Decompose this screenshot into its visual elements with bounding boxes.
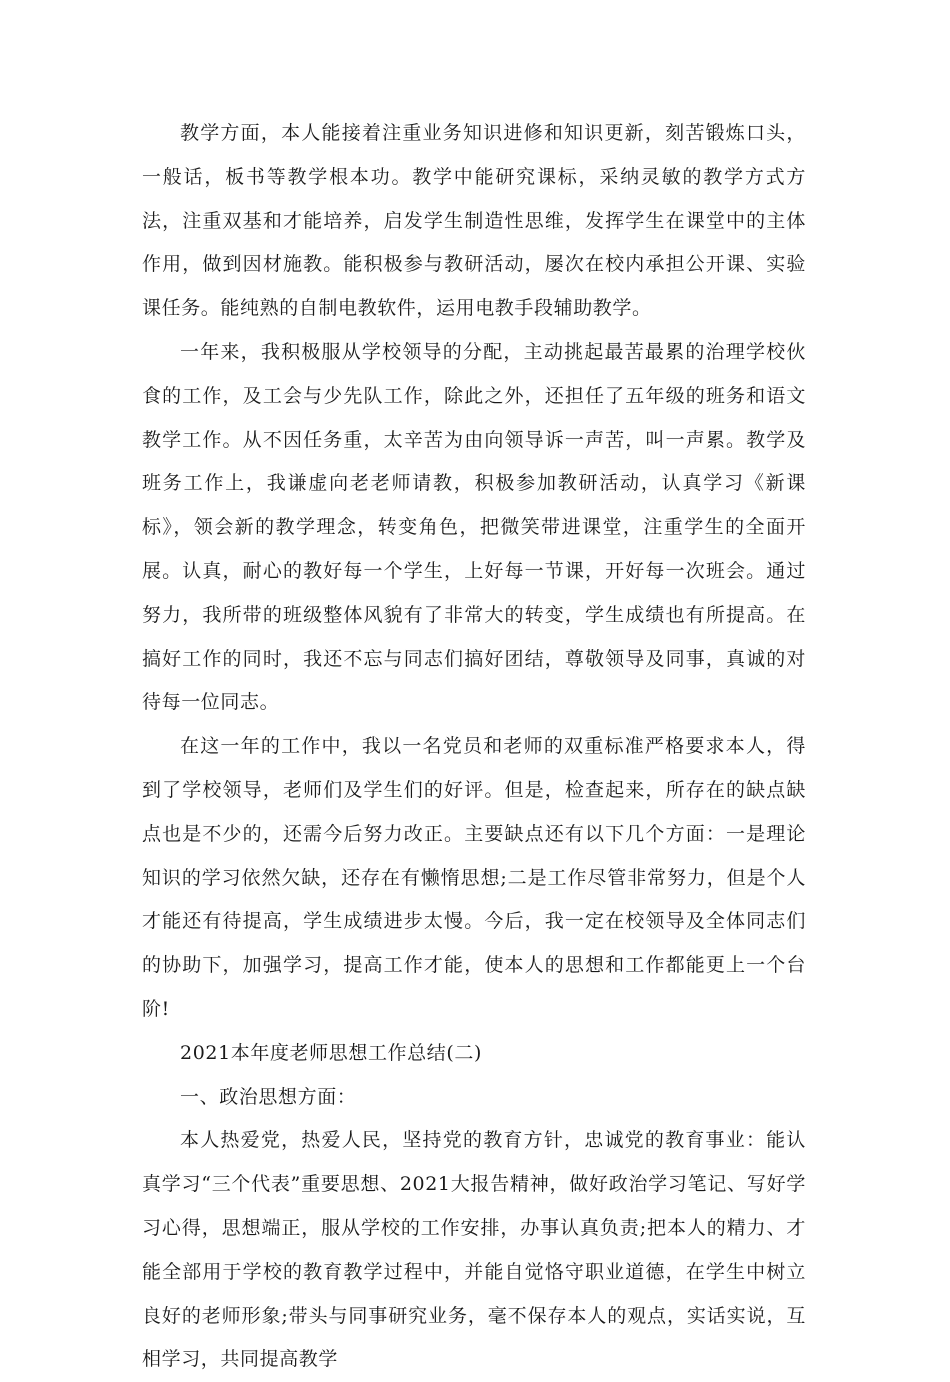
paragraph-political: 本人热爱党，热爱人民，坚持党的教育方针，忠诚党的教育事业：能认真学习“三个代表”重要思想、2021大报告精神，做好政治学习笔记、写好学习心得，思想端正，服从学校的工作安排，办事认真负责;把本人的精力、才能全部用于学校的教育教学过程中，并能自觉恪守职业道德，在学生中树立良好的老师形象;带头与同事研究业务，毫不保存本人的观点，实话实说，互相学习，共同提高教学 [142, 1129, 806, 1371]
section-title: 2021本年度老师思想工作总结(二) [180, 1041, 482, 1064]
paragraph-teaching: 教学方面，本人能接着注重业务知识进修和知识更新，刻苦锻炼口头，一般话，板书等教学根本功。教学中能研究课标，采纳灵敏的教学方式方法，注重双基和才能培养，启发学生制造性思维，发挥学生在课堂中的主体作用，做到因材施教。能积极参与教研活动，屡次在校内承担公开课、实验课任务。能纯熟的自制电教软件，运用电教手段辅助教学。 [142, 122, 806, 320]
paragraph-self-review: 在这一年的工作中，我以一名党员和老师的双重标准严格要求本人，得到了学校领导，老师们及学生们的好评。但是，检查起来，所存在的缺点缺点也是不少的，还需今后努力改正。主要缺点还有以下几个方面：一是理论知识的学习依然欠缺，还存在有懒惰思想;二是工作尽管非常努力，但是个人才能还有待提高，学生成绩进步太慢。今后，我一定在校领导及全体同志们的协助下，加强学习，提高工作才能，使本人的思想和工作都能更上一个台阶! [142, 735, 806, 1020]
subsection-title: 一、政治思想方面： [180, 1085, 357, 1108]
document-body [142, 112, 806, 1382]
paragraph-year-work: 一年来，我积极服从学校领导的分配，主动挑起最苦最累的治理学校伙食的工作，及工会与少先队工作，除此之外，还担任了五年级的班务和语文教学工作。从不因任务重，太辛苦为由向领导诉一声苦，叫一声累。教学及班务工作上，我谦虚向老老师请教，积极参加教研活动，认真学习《新课标》，领会新的教学理念，转变角色，把微笑带进课堂，注重学生的全面开展。认真，耐心的教好每一个学生，上好每一节课，开好每一次班会。通过努力，我所带的班级整体风貌有了非常大的转变，学生成绩也有所提高。在搞好工作的同时，我还不忘与同志们搞好团结，尊敬领导及同事，真诚的对待每一位同志。 [142, 340, 806, 714]
